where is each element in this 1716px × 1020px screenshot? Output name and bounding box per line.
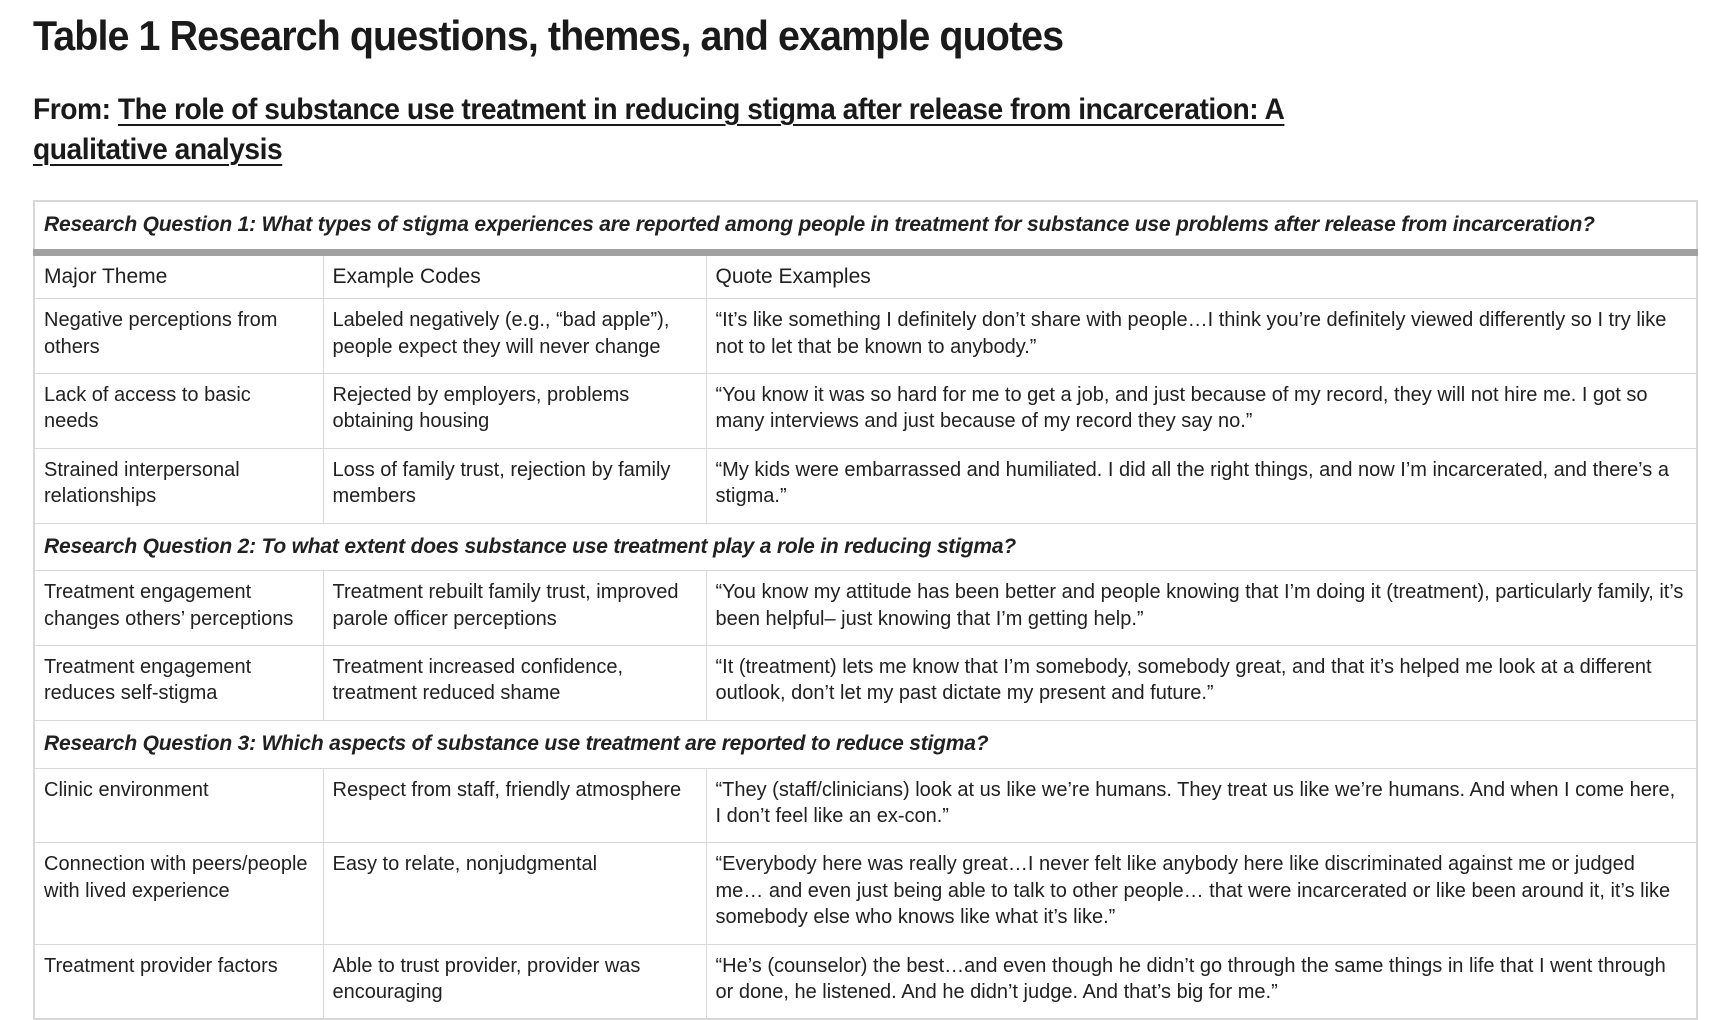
research-question-2-text: Research Question 2: To what extent does substance use treatment play a role in reducing stigma? bbox=[34, 523, 1697, 571]
table-row bbox=[34, 571, 1697, 646]
article-title-link[interactable]: The role of substance use treatment in reducing stigma after release from incarceration: A qualitative analysis bbox=[33, 93, 1285, 166]
column-header-major-theme: Major Theme bbox=[34, 252, 323, 299]
codes-cell: Labeled negatively (e.g., “bad apple”), people expect they will never change bbox=[323, 299, 706, 374]
theme-cell: Lack of access to basic needs bbox=[34, 374, 323, 449]
table-row bbox=[34, 768, 1697, 843]
theme-cell: Strained interpersonal relationships bbox=[34, 448, 323, 523]
codes-cell: Respect from staff, friendly atmosphere bbox=[323, 768, 706, 843]
table-row bbox=[34, 374, 1697, 449]
research-question-3-text: Research Question 3: Which aspects of substance use treatment are reported to reduce stigma? bbox=[34, 720, 1697, 768]
quote-cell: “He’s (counselor) the best…and even though he didn’t go through the same things in life that I went through or done, he listened. And he didn’t judge. And that’s big for me.” bbox=[706, 944, 1697, 1019]
table-row bbox=[34, 299, 1697, 374]
codes-cell: Treatment rebuilt family trust, improved parole officer perceptions bbox=[323, 571, 706, 646]
theme-cell: Treatment provider factors bbox=[34, 944, 323, 1019]
quote-cell: “You know it was so hard for me to get a job, and just because of my record, they will not hire me. I got so many interviews and just because of my record they say no.” bbox=[706, 374, 1697, 449]
theme-cell: Negative perceptions from others bbox=[34, 299, 323, 374]
column-header-quote-examples: Quote Examples bbox=[706, 252, 1697, 299]
codes-cell: Easy to relate, nonjudgmental bbox=[323, 843, 706, 944]
quote-cell: “Everybody here was really great…I never felt like anybody here like discriminated against me or judged me… and even just being able to talk to other people… that were incarcerated or like been around it, it’s like somebody else who knows like what it’s like.” bbox=[706, 843, 1697, 944]
research-question-2-row bbox=[34, 523, 1697, 571]
table-row bbox=[34, 646, 1697, 721]
quote-cell: “It’s like something I definitely don’t share with people…I think you’re definitely viewed differently so I try like not to let that be known to anybody.” bbox=[706, 299, 1697, 374]
quote-cell: “My kids were embarrassed and humiliated. I did all the right things, and now I’m incarcerated, and there’s a stigma.” bbox=[706, 448, 1697, 523]
codes-cell: Treatment increased confidence, treatment reduced shame bbox=[323, 646, 706, 721]
page-title: Table 1 Research questions, themes, and example quotes bbox=[33, 12, 1064, 59]
theme-cell: Clinic environment bbox=[34, 768, 323, 843]
quote-cell: “You know my attitude has been better and people knowing that I’m doing it (treatment), particularly family, it’s been helpful– just knowing that I’m getting help.” bbox=[706, 571, 1697, 646]
table-row bbox=[34, 843, 1697, 944]
codes-cell: Rejected by employers, problems obtaining housing bbox=[323, 374, 706, 449]
research-question-3-row bbox=[34, 720, 1697, 768]
theme-cell: Treatment engagement changes others’ perceptions bbox=[34, 571, 323, 646]
codes-cell: Loss of family trust, rejection by family members bbox=[323, 448, 706, 523]
column-header-example-codes: Example Codes bbox=[323, 252, 706, 299]
research-table bbox=[33, 200, 1698, 1020]
research-question-1-text: Research Question 1: What types of stigma experiences are reported among people in treatment for substance use problems after release from incarceration? bbox=[34, 201, 1697, 252]
theme-cell: Treatment engagement reduces self-stigma bbox=[34, 646, 323, 721]
theme-cell: Connection with peers/people with lived experience bbox=[34, 843, 323, 944]
quote-cell: “They (staff/clinicians) look at us like we’re humans. They treat us like we’re humans. And when I come here, I don’t feel like an ex-con.” bbox=[706, 768, 1697, 843]
research-question-1-row bbox=[34, 201, 1697, 252]
quote-cell: “It (treatment) lets me know that I’m somebody, somebody great, and that it’s helped me look at a different outlook, don’t let my past dictate my present and future.” bbox=[706, 646, 1697, 721]
table-row bbox=[34, 448, 1697, 523]
from-label: From: bbox=[33, 93, 111, 126]
source-line bbox=[33, 90, 1424, 170]
column-header-row bbox=[34, 252, 1697, 299]
codes-cell: Able to trust provider, provider was encouraging bbox=[323, 944, 706, 1019]
table-row bbox=[34, 944, 1697, 1019]
